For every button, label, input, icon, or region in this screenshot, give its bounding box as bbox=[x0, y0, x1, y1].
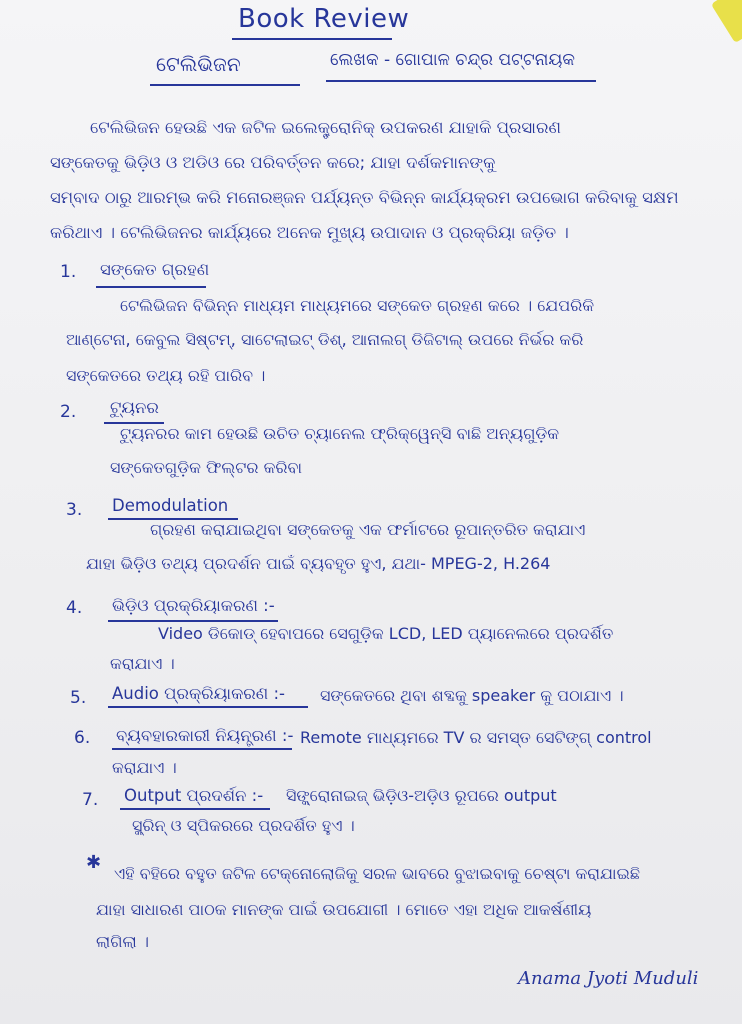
intro-paragraph bbox=[50, 110, 740, 250]
section-body-line: ଯାହା ଭିଡ଼ିଓ ତଥ୍ୟ ପ୍ରଦର୍ଶନ ପାଇଁ ବ୍ୟବହୃତ ହୁଏ, ଯଥା- MPEG-2, H.264 bbox=[86, 554, 551, 573]
heading-underline bbox=[108, 706, 308, 708]
section-body-line: କରାଯାଏ । bbox=[110, 654, 175, 673]
section-body-line: ଆଣ୍ଟେନା, କେବୁଲ ସିଷ୍ଟମ୍, ସାଟେଲାଇଟ୍ ଡିଶ୍, ଆନାଲଗ୍ ଡିଜିଟାଲ୍ ଉପରେ ନିର୍ଭର କରି bbox=[66, 330, 584, 349]
heading-underline bbox=[112, 748, 292, 750]
author-credit-underline bbox=[326, 80, 596, 82]
heading-underline bbox=[108, 620, 278, 622]
section-number: 4. bbox=[66, 598, 83, 618]
section-heading: Demodulation bbox=[112, 496, 229, 515]
section-heading: ସଙ୍କେତ ଗ୍ରହଣ bbox=[100, 260, 210, 279]
section-body-line: ଟ୍ୟୁନରର କାମ ହେଉଛି ଉଚିତ ଚ୍ୟାନେଲ ଫ୍ରିକ୍ୱେନ୍ସି ବାଛି ଅନ୍ୟଗୁଡ଼ିକ bbox=[120, 424, 560, 443]
intro-line: କରିଥାଏ । ଟେଲିଭିଜନର କାର୍ଯ୍ୟରେ ଅନେକ ମୁଖ୍ୟ ଉପାଦାନ ଓ ପ୍ରକ୍ରିୟା ଜଡ଼ିତ । bbox=[50, 223, 569, 242]
intro-line: ସମ୍ବାଦ ଠାରୁ ଆରମ୍ଭ କରି ମନୋରଞ୍ଜନ ପର୍ଯ୍ୟନ୍ତ ବିଭିନ୍ନ କାର୍ଯ୍ୟକ୍ରମ ଉପଭୋଗ କରିବାକୁ ସକ୍ଷମ bbox=[50, 188, 679, 207]
page-title: Book Review bbox=[238, 4, 410, 34]
section-heading: ଟ୍ୟୁନର bbox=[110, 398, 159, 417]
intro-line: ସଙ୍କେତକୁ ଭିଡ଼ିଓ ଓ ଅଡିଓ ରେ ପରିବର୍ତ୍ତନ କରେ; ଯାହା ଦର୍ଶକମାନଙ୍କୁ bbox=[50, 153, 496, 172]
section-body-line: Video ଡିକୋଡ୍ ହେବାପରେ ସେଗୁଡ଼ିକ LCD, LED ପ୍ୟାନେଲରେ ପ୍ରଦର୍ଶିତ bbox=[158, 624, 614, 643]
author-signature: Anama Jyoti Muduli bbox=[518, 968, 699, 989]
section-body-line: କରାଯାଏ । bbox=[112, 758, 177, 777]
section-body-line: ସ୍କ୍ରିନ୍ ଓ ସ୍ପିକରରେ ପ୍ରଦର୍ଶିତ ହୁଏ । bbox=[132, 816, 355, 835]
bullet-mark: ✱ bbox=[86, 852, 102, 873]
conclusion-line: ଯାହା ସାଧାରଣ ପାଠକ ମାନଙ୍କ ପାଇଁ ଉପଯୋଗୀ । ମୋତେ ଏହା ଅଧିକ ଆକର୍ଷଣୀୟ bbox=[96, 900, 592, 919]
section-heading: ବ୍ୟବହାରକାରୀ ନିୟନ୍ତ୍ରଣ :- bbox=[116, 726, 294, 745]
heading-underline bbox=[96, 286, 206, 288]
section-number: 7. bbox=[82, 790, 99, 810]
book-title: ଟେଲିଭିଜନ bbox=[156, 52, 241, 76]
section-body-line: ଟେଲିଭିଜନ ବିଭିନ୍ନ ମାଧ୍ୟମ ମାଧ୍ୟମରେ ସଙ୍କେତ ଗ୍ରହଣ କରେ । ଯେପରିକି bbox=[120, 296, 595, 315]
section-inline-text: ସିଙ୍କ୍ରୋନାଇଜ୍ ଭିଡ଼ିଓ-ଅଡ଼ିଓ ରୂପରେ output bbox=[286, 786, 557, 805]
section-heading: Output ପ୍ରଦର୍ଶନ :- bbox=[124, 786, 264, 805]
section-number: 2. bbox=[60, 402, 77, 422]
conclusion-line: ଲାଗିଲା । bbox=[96, 932, 149, 951]
section-number: 3. bbox=[66, 500, 83, 520]
author-credit: ଲେଖକ - ଗୋପାଳ ଚନ୍ଦ୍ର ପଟ୍ଟନାୟକ bbox=[330, 50, 575, 70]
section-inline-text: Remote ମାଧ୍ୟମରେ TV ର ସମସ୍ତ ସେଟିଙ୍ଗ୍ control bbox=[300, 728, 652, 747]
book-title-underline bbox=[150, 84, 300, 86]
section-body-line: ସଙ୍କେତଗୁଡ଼ିକ ଫିଲ୍ଟର କରିବା bbox=[110, 458, 303, 477]
section-heading: ଭିଡ଼ିଓ ପ୍ରକ୍ରିୟାକରଣ :- bbox=[112, 596, 275, 615]
section-heading: Audio ପ୍ରକ୍ରିୟାକରଣ :- bbox=[112, 684, 285, 703]
section-number: 1. bbox=[60, 262, 77, 282]
section-body-line: ଗ୍ରହଣ କରାଯାଇଥିବା ସଙ୍କେତକୁ ଏକ ଫର୍ମାଟରେ ରୂପାନ୍ତରିତ କରାଯାଏ bbox=[150, 520, 586, 539]
section-body-line: ସଙ୍କେତରେ ତଥ୍ୟ ରହି ପାରିବ । bbox=[66, 366, 266, 385]
section-inline-text: ସଙ୍କେତରେ ଥିବା ଶବ୍ଦକୁ speaker କୁ ପଠାଯାଏ । bbox=[320, 686, 624, 705]
highlighter-corner bbox=[711, 0, 742, 43]
title-underline bbox=[232, 38, 392, 40]
section-number: 6. bbox=[74, 728, 91, 748]
heading-underline bbox=[120, 808, 270, 810]
conclusion-line: ଏହି ବହିରେ ବହୁତ ଜଟିଳ ଟେକ୍ନୋଲୋଜିକୁ ସରଳ ଭାବରେ ବୁଝାଇବାକୁ ଚେଷ୍ଟା କରାଯାଇଛି bbox=[114, 864, 641, 883]
section-number: 5. bbox=[70, 688, 87, 708]
intro-line: ଟେଲିଭିଜନ ହେଉଛି ଏକ ଜଟିଳ ଇଲେକ୍ଟ୍ରୋନିକ୍ ଉପକରଣ ଯାହାକି ପ୍ରସାରଣ bbox=[90, 118, 561, 137]
